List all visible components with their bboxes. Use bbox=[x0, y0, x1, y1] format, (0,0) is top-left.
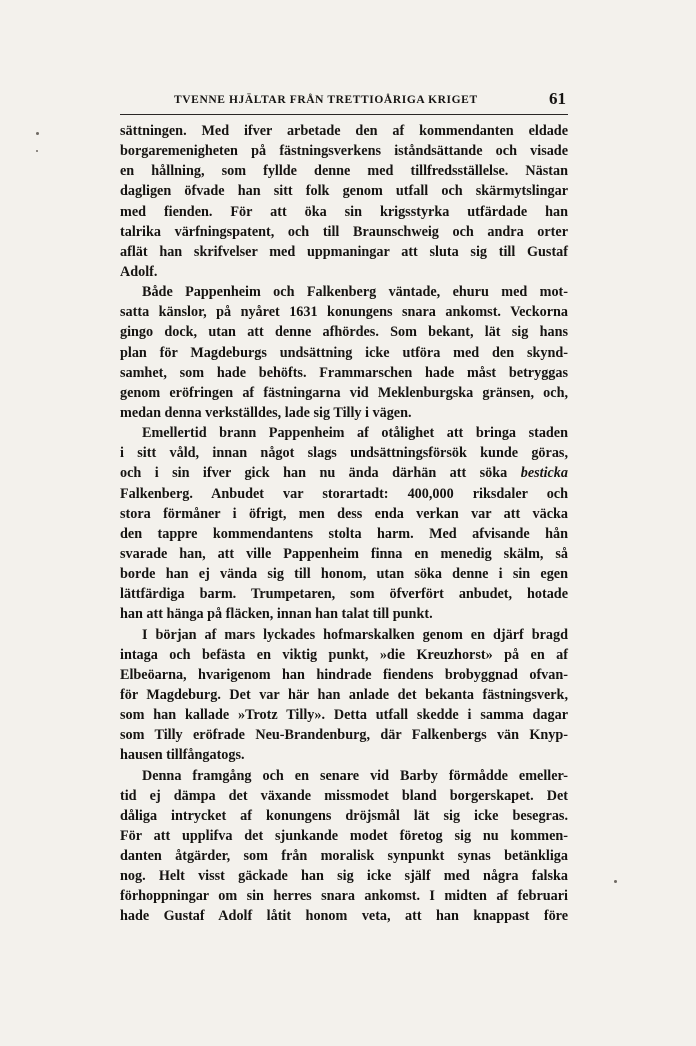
text-line: tid ej dämpa det växande missmodet bland borgerskapet. Det bbox=[120, 787, 568, 804]
text-line: stora förmåner i öfrigt, men dess enda verkan var att väcka bbox=[120, 505, 568, 522]
running-title: TVENNE HJÄLTAR FRÅN TRETTIOÅRIGA KRIGET bbox=[174, 94, 478, 106]
text-line: satta känslor, på nyåret 1631 konungens snara ankomst. Veckorna bbox=[120, 304, 568, 321]
text-line: Falkenberg. Anbudet var storartadt: 400,000 riksdaler och bbox=[120, 485, 568, 502]
text-line: Denna framgång och en senare vid Barby förmådde emeller- bbox=[142, 767, 568, 784]
text-line: borde han ej vända sig till honom, utan söka denne i sin egen bbox=[120, 566, 568, 583]
paper-speck bbox=[36, 150, 38, 152]
text-line: hausen tillfångatogs. bbox=[120, 747, 245, 764]
text-line: Elbeöarna, hvarigenom han hindrade fiendens brobyggnad ofvan- bbox=[120, 666, 568, 683]
page-number: 61 bbox=[549, 89, 566, 108]
text-line: För att upplifva det sjunkande modet företog sig nu kommen- bbox=[120, 827, 568, 844]
text-line: Adolf. bbox=[120, 263, 158, 280]
text-line: plan för Magdeburgs undsättning icke utföra med den skynd- bbox=[120, 344, 568, 361]
text-line: danten åtgärder, som från moralisk synpunkt synas betänkliga bbox=[120, 848, 568, 865]
text-line: Både Pappenheim och Falkenberg väntade, ehuru med mot- bbox=[142, 284, 568, 301]
text-line: i sitt våld, innan något slags undsättningsförsök kunde göras, bbox=[120, 445, 568, 462]
running-head bbox=[120, 88, 568, 112]
text-line: gingo dock, utan att denne afhördes. Som bekant, lät sig hans bbox=[120, 324, 568, 341]
text-line: I början af mars lyckades hofmarskalken genom en djärf bragd bbox=[142, 626, 568, 643]
text-line: nog. Helt visst gäckade han sig icke själf med några falska bbox=[120, 868, 568, 885]
text-line: förhoppningar om sin herres snara ankomst. I midten af februari bbox=[120, 888, 568, 905]
text-line: dåliga intrycket af konungens dröjsmål lät sig icke besegras. bbox=[120, 807, 568, 824]
header-rule bbox=[120, 114, 568, 115]
text-line: aflät han skrifvelser med uppmaningar att sluta sig till Gustaf bbox=[120, 243, 568, 260]
text-line: som han kallade »Trotz Tilly». Detta utfall skedde i samma dagar bbox=[120, 707, 568, 724]
paper-speck bbox=[36, 132, 39, 135]
text-line: talrika värfningspatent, och till Braunschweig och andra orter bbox=[120, 223, 568, 240]
text-line: dagligen öfvade han sitt folk genom utfall och skärmytslingar bbox=[120, 183, 568, 200]
text-line: för Magdeburg. Det var här han anlade det bekanta fästningsverk, bbox=[120, 686, 568, 703]
text-line: medan denna verkställdes, lade sig Tilly i vägen. bbox=[120, 404, 412, 421]
text-line: med fienden. För att öka sin krigsstyrka utfärdade han bbox=[120, 203, 568, 220]
text-line: Emellertid brann Pappenheim af otålighet att bringa staden bbox=[142, 425, 568, 442]
text-line: genom eröfringen af fästningarna vid Meklenburgska gränsen, och, bbox=[120, 384, 568, 401]
line-text: och i sin ifver gick han nu ända därhän att söka bbox=[120, 465, 508, 482]
text-line: sättningen. Med ifver arbetade den af kommendanten eldade bbox=[120, 123, 568, 139]
text-line: som Tilly eröfrade Neu-Brandenburg, där Falkenbergs vän Knyp- bbox=[120, 727, 568, 744]
text-line: han att hänga på fläcken, innan han talat till punkt. bbox=[120, 606, 433, 623]
text-line: en hållning, som fyllde denne med tillfredsställelse. Nästan bbox=[120, 163, 568, 180]
text-line: den tappre kommendantens stolta harm. Med afvisande hån bbox=[120, 525, 568, 542]
body-text bbox=[120, 121, 568, 927]
text-line: svarade han, att ville Pappenheim finna en menedig skälm, så bbox=[120, 545, 568, 562]
text-line: hade Gustaf Adolf låtit honom veta, att han knappast före bbox=[120, 908, 568, 925]
text-line-with-italic bbox=[120, 463, 568, 483]
text-line: lättfärdiga barm. Trumpetaren, som öfverfört anbudet, hotade bbox=[120, 586, 568, 603]
italic-word: besticka bbox=[520, 465, 568, 482]
text-line: intaga och befästa en viktig punkt, »die Kreuzhorst» på en af bbox=[120, 646, 568, 663]
text-line: borgaremenigheten på fästningsverkens iståndsättande och visade bbox=[120, 143, 568, 160]
paper-speck bbox=[614, 880, 617, 883]
text-line: samhet, som hade behöfts. Frammarschen hade måst betryggas bbox=[120, 364, 568, 381]
